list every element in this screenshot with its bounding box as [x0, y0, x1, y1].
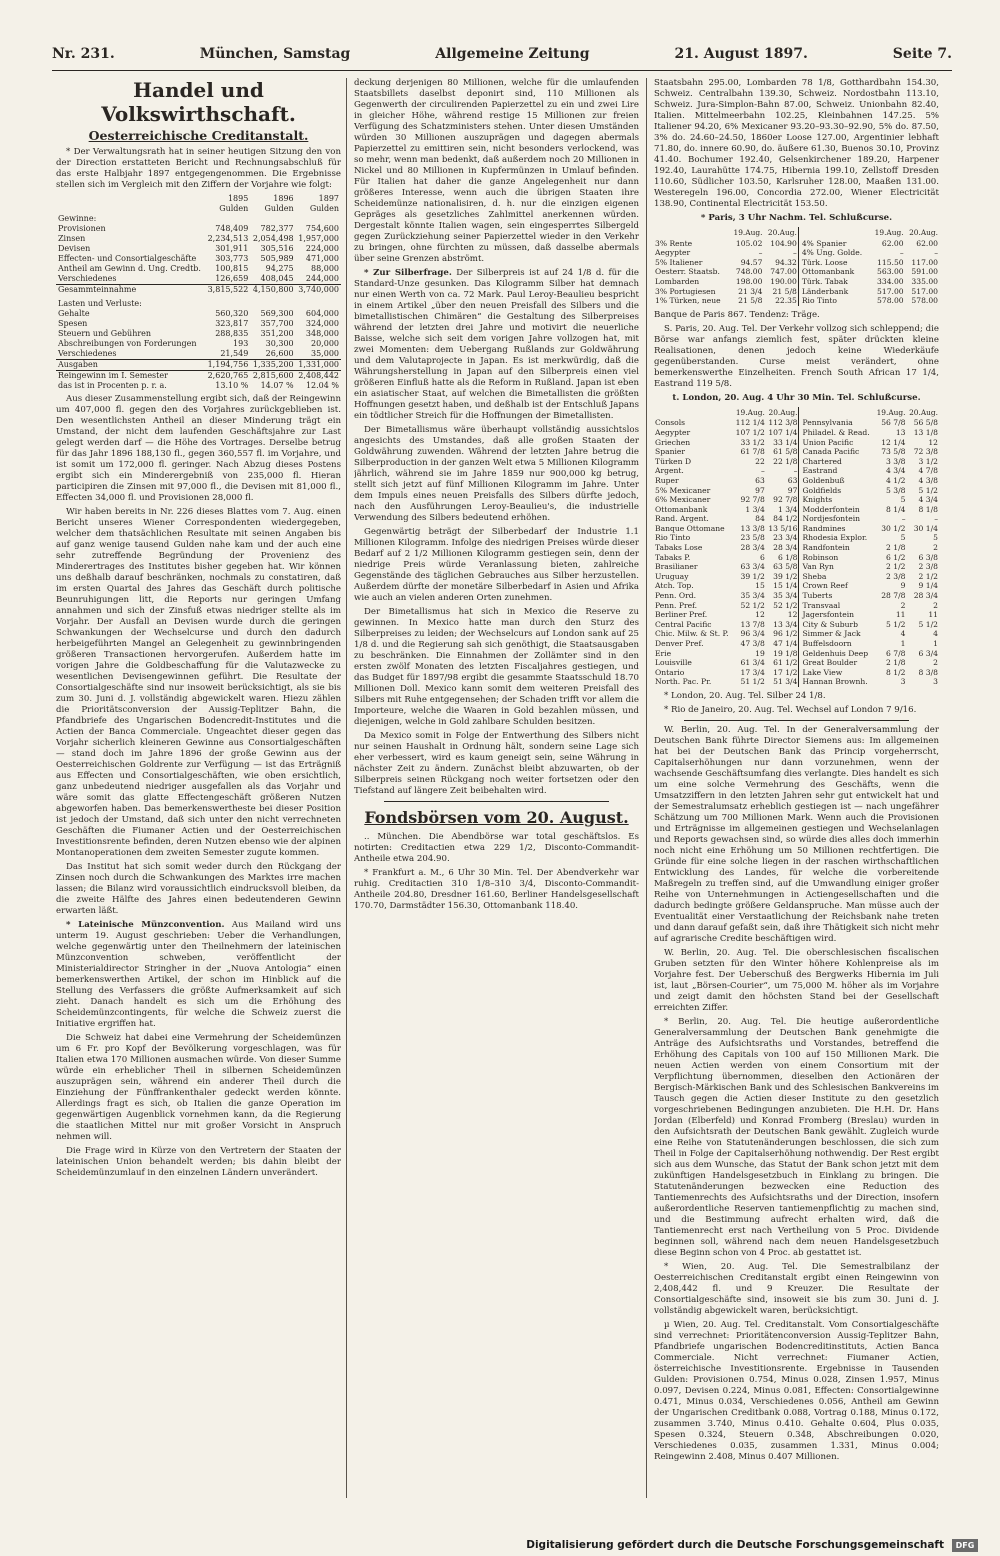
unit-label: Gulden [264, 204, 294, 213]
quote-row: Uruguay 39 1/2 39 1/2 Sheba 2 3/8 2 1/2 [655, 571, 938, 581]
quote-row: Aegypter 107 1/2 107 1/4 Philadel. & Read. 13 13 1/8 [655, 427, 938, 437]
unit-label: Gulden [309, 204, 339, 213]
table-row: Devisen 301,911 305,516 224,000 [58, 244, 339, 253]
table-row: Verschiedenes 126,659 408,045 244,000 [58, 274, 339, 283]
quote-row: Ontario 17 3/4 17 1/2 Lake View 8 1/2 8 3/8 [655, 667, 938, 677]
table-row: Zinsen 2,234,513 2,054,498 1,957,000 [58, 234, 339, 243]
column-divider [646, 78, 647, 1498]
quote-row: Banque Ottomane 13 3/8 13 5/16 Randmines 30 1/2 30 1/4 [655, 523, 938, 533]
table-row: Spesen 323,817 357,700 324,000 [58, 319, 339, 328]
report-paris-title: * Paris, 3 Uhr Nachm. Tel. Schlußcurse. [700, 213, 893, 223]
quote-row: 1% Türken, neue 21 5/8 22.35 Rio Tinto 578.00 578.00 [655, 296, 938, 306]
report-continuation: Staatsbahn 295.00, Lombarden 78 1/8, Gotthardbahn 154.30, Schweiz. Centralbahn 139.30, Schweiz. Nordostbahn 113.10, Schweiz. Jura-Simplon-Bahn 87.00, Schweiz. Unionbahn 82.40, Italien. Mittelmeerbahn 102.25, Kleinbahnen 147.25. 5% Italiener 94.20, 6% Mexicaner 93.20–93.30–92.90, 5% do. 87.50, 3% do. 24.60–24.50, 1860er Loose 127.00, Argentinier lebhaft 71.80, do. innere 60.90, do. äußere 61.30, Buenos 30.10, Provinz 41.40. Bochumer 192.40, Gelsenkirchener 189.20, Harpener 192.40, Laurahütte 174.75, Hibernia 199.10, Zellstoff Dresden 110.60, Südlicher 103.50, Karlsruher 128.00, Maaßen 131.00. Westeregeln 196.00, Concordia 272.00, Wiener Electricität 138.90, Continental Electricität 153.50. [654, 78, 939, 209]
article-lead: * Lateinische Münzconvention. [66, 920, 225, 930]
table-row: Verschiedenes 21,549 26,600 35,000 [58, 349, 339, 358]
paris-quotes-table: 19.Aug. 20.Aug. 19.Aug. 20.Aug. 3% Rente 105.02 104.90 4% Spanier 62.00 62.00 Aegypter – – 4% Ung. Golde. – – 5% Italiener 94.57 94.32 Türk. Loose 115.50 117.00 Oesterr. Staatsb. 748.00 747.00 Ottomanbank 563.00 591.00 Lombarden 198.00 190.00 Türk. Tabak 334.00 335.00 3% Portugiesen 21 3/4 21 5/8 Länderbank 517.00 517.00 1% Türken, neue 21 5/8 22.35 Rio Tinto 578.00 578.00 [655, 228, 938, 306]
divider [384, 801, 609, 802]
table-row: Ausgaben 1,194,756 1,335,200 1,331,000 [58, 360, 339, 369]
quote-row: Aegypter – – 4% Ung. Golde. – – [655, 248, 938, 258]
article-paragraph: Wir haben bereits in Nr. 226 dieses Blattes vom 7. Aug. einen Bericht unseres Wiener Correspondenten wiedergegeben, welcher dem thatsächlichen Resultate mit seinen Angaben bis auf ganz wenige tausend Gulden nahe kam und der auch eine sehr zutreffende Begründung der Provenienz des Minderertrages des Institutes bisher gegeben hat. Wir können uns deßhalb darauf beschränken, nochmals zu constatiren, daß im ersten Quartal des Jahres das Geschäft durch politische Beunruhigungen litt, die Reports nur geringen Umfang annahmen und sich der Zinsfuß etwas niedriger stellte als im Vorjahr. Der Ausfall an Devisen wurde durch die geringen Schwankungen der Wechselcurse und durch den dadurch herbeigeführten Mangel an Gelegenheit zu gewinnbringenden größeren Transactionen hervorgerufen. Außerdem hatte im vorigen Jahre die Goldbeschaffung für die Valutazwecke zu wesentlichen Devisengewinnen geführt. Die Resultate der Consortialgeschäfte sind nur insoweit berücksichtigt, als sie bis zum 30. Juni d. J. vollständig abgewickelt waren. Hiezu zählen die Prioritätsconversion der Aussig-Teplitzer Bahn, die Pfandbriefe des Ungarischen Bodencredit-Institutes und die Actien der Banca Commerciale. Ungeachtet dieser gegen das Vorjahr sicherlich kleineren Gewinne aus Consortialgeschäften — stand doch im Jahre 1896 der große Gewinn aus der Oesterreichischen Goldrente zur Verfügung — ist das Erträgniß aus Effecten und Consortialgeschäften, wie oben ersichtlich, ganz unbedeutend niedriger ausgefallen als das Vorjahr und wäre somit das glatte Effectengeschäft größeren Nutzen abgeworfen haben. Das bemerkenswertheste bei dieser Position ist jedoch der Umstand, daß sich unter den nicht verrechneten Geschäften die Fiumaner Actien und der Oesterreichischen Investitionsrente befinden, deren Nutzen ebenso wie der alpinen Montanoperationen dem zweiten Semester zugute kommen. [56, 507, 341, 858]
report-berlin: * Berlin, 20. Aug. Tel. Die heutige außerordentliche Generalversammlung der Deutschen Bank genehmigte die Anträge des Aufsichtsraths und Vorstandes, betreffend die Erhöhung des Capitals von 100 auf 150 Millionen Mark. Die neuen Actien werden von einem Consortium mit der Verpflichtung übernommen, dieselben den Actionären der Bergisch-Märkischen Bank und des Schlesischen Bankvereins im Tausch gegen die Actien dieser Institute zu den gesetzlich vorgeschriebenen Bedingungen anzubieten. Die H.H. Dr. Hans Jordan (Elberfeld) und Konrad Fromberg (Breslau) wurden in den Aufsichtsrath der Deutschen Bank gewählt. Zugleich wurde eine Reihe von Statutenänderungen beschlossen, die sich zum Theil in Folge der Capitalserhöhung nothwendig. Der Rest ergibt sich aus dem Wunsche, das Statut der Bank schon jetzt mit dem zukünftigen Handelsgesetzbuch in Einklang zu bringen. Die Statutenänderungen bezwecken eine Reduction des Tantiemenrechts des Aufsichtsraths und der Direction, insofern außerordentliche Reserven tantiemenpflichtig zu machen sind, und die Bestimmung aufrecht erhalten wird, daß die Tantiemenrecht erst nach Vertheilung von 5 Proc. Dividende beginnen soll, während nach dem neuen Handelsgesetzbuch diese Beginn schon von 4 Proc. ab gestattet ist. [654, 1016, 939, 1258]
percent-row: das ist in Procenten p. r. a. 13.10 % 14.07 % 12.04 % [58, 381, 339, 390]
table-row: Provisionen 748,409 782,377 754,600 [58, 224, 339, 233]
issue-number: Nr. 231. [52, 46, 115, 62]
report-berlin: W. Berlin, 20. Aug. Tel. Die oberschlesischen fiscalischen Gruben setzten für den Winter höhere Kohlenpreise als im Vorjahre fest. Der Ueberschuß des Bergwerks Hibernia im Juli ist, laut „Börsen-Courier“, um 75,000 M. höher als im Vorjahre und zeigt damit den höchsten Stand bei der Gesellschaft erreichten Ziffer. [654, 947, 939, 1013]
report-london-title: t. London, 20. Aug. 4 Uhr 30 Min. Tel. Schlußcurse. [672, 392, 921, 403]
quote-row: Tabaks P. 6 6 1/8 Robinson 6 1/2 6 3/8 [655, 552, 938, 562]
dfg-logo: DFG [952, 1539, 978, 1552]
quote-row: Atch. Top. 15 15 1/4 Crown Reef 9 9 1/4 [655, 581, 938, 591]
quote-row: Rand. Argent. 84 84 1/2 Nordjesfontein – – [655, 514, 938, 524]
article-silberfrage: * Zur Silberfrage. Der Silberpreis ist auf 24 1/8 d. für die Standard-Unze gesunken. Das Kilogramm Silber hat demnach nur einen Werth von ca. 72 Mark. Paul Leroy-Beaulieu bespricht in einem Artikel „über den neuen Preisfall des Silbers und die bimetallistischen Chimären“ die Gestaltung des Silberpreises während der letzten drei Jahre und motivirt die neuerliche Baisse, welche sich seit dem vorigen Jahre vollzogen hat, mit zwei Momenten: dem Uebergang Rußlands zur Goldwährung und dem Valutaprojecte in Japan. Es ist merkwürdig, daß die Währungsherstellung in Japan auf den Silberpreis einen viel größeren Einfluß hatte als die Reform in Rußland. Japan ist eben ein asiatischer Staat, auf welchen die Bimetallisten die größten Hoffnungen gesetzt haben, und deßhalb ist der Entschluß Japans ein tödtlicher Streich für die Hoffnungen der Bimetallisten. [354, 268, 639, 421]
report-london-silver: * London, 20. Aug. Tel. Silber 24 1/8. [664, 690, 826, 701]
quote-row: Ruper 63 63 Goldenbuß 4 1/2 4 3/8 [655, 475, 938, 485]
quote-row: Spanier 61 7/8 61 5/8 Canada Pacific 73 5/8 72 3/8 [655, 447, 938, 457]
quote-row: 6% Mexicaner 92 7/8 92 7/8 Knights 5 4 3/4 [655, 495, 938, 505]
page-number: Seite 7. [892, 46, 952, 62]
digitization-footer [0, 1534, 1000, 1556]
report-frankfurt: * Frankfurt a. M., 6 Uhr 30 Min. Tel. Der Abendverkehr war ruhig. Creditactien 310 1/8–310 3/4, Disconto-Commandit-Antheile 204.80, Dresdner 161.60, Berliner Handelsgesellschaft 170.70, Darmstädter 156.30, Ottomanbank 118.40. [354, 868, 639, 911]
quote-row: Denver Pref. 47 3/8 47 1/4 Buffelsdoorn 1 1 [655, 639, 938, 648]
article-paragraph: Die Frage wird in Kürze von den Vertretern der Staaten der lateinischen Union behandelt werden; bis dahin bleibt der Scheidemünzumlauf in den einzelnen Ländern unverändert. [56, 1146, 341, 1178]
quote-row: Central Pacific 13 7/8 13 3/4 City & Suburb 5 1/2 5 1/2 [655, 619, 938, 629]
quote-row: Oesterr. Staatsb. 748.00 747.00 Ottomanbank 563.00 591.00 [655, 267, 938, 277]
quote-row: 5% Italiener 94.57 94.32 Türk. Loose 115.50 117.00 [655, 257, 938, 267]
quote-row: Chic. Milw. & St. P. 96 3/4 96 1/2 Simmer & Jack 4 4 [655, 629, 938, 639]
year-header: 1896 [273, 194, 294, 203]
quote-row: Tabaks Lose 28 3/4 28 3/4 Randfontein 2 1/8 2 [655, 543, 938, 553]
column-2 [354, 78, 639, 1518]
place-day: München, Samstag [199, 46, 351, 62]
article-paragraph: Gegenwärtig beträgt der Silberbedarf der Industrie 1.1 Millionen Kilogramm. Infolge des niedrigen Preises würde dieser Bedarf auf 2 1/2 Millionen Kilogramm gestiegen sein, denn der niedrige Preis würde Veranlassung bieten, zahlreiche Gegenstände des täglichen Gebrauches aus Silber herzustellen. Außerdem dürfte der monetäre Silberbedarf in Asien und Afrika wie auch an vielen anderen Orten zunehmen. [354, 527, 639, 603]
table-row: Antheil am Gewinn d. Ung. Credtb. 100,815 94,275 88,000 [58, 264, 339, 273]
paper-title: Allgemeine Zeitung [435, 46, 590, 62]
article-paragraph: Der Bimetallismus wäre überhaupt vollständig aussichtslos angesichts des Umstandes, daß alle großen Staaten der Goldwährung zuwenden. Während der letzten Jahre betrug die Silberproduction in der ganzen Welt etwa 5 Millionen Kilogramm jährlich, während sie im Jahre 1859 nur 900,000 kg betrug, stellt sich jetzt auf fünf Millionen Kilogramm im Jahre. Unter dem Impuls eines neuen Preisfalls des Silbers dürfte jedoch, nach den Ausführungen Leroy-Beaulieu's, die industrielle Verwendung des Silbers bedeutend erhöhen. [354, 425, 639, 523]
paris-note: Banque de Paris 867. Tendenz: Träge. [654, 309, 820, 320]
results-table [56, 194, 341, 391]
article-lead: * Zur Silberfrage. [364, 268, 452, 278]
report-muenchen: .. München. Die Abendbörse war total geschäftslos. Es notirten: Creditactien etwa 229 1/2, Disconto-Commandit-Antheile etwa 204.90. [354, 832, 639, 864]
table-row: Abschreibungen von Forderungen 193 30,300 20,000 [58, 339, 339, 348]
quote-row: 3% Rente 105.02 104.90 4% Spanier 62.00 62.00 [655, 238, 938, 248]
report-rio: * Rio de Janeiro, 20. Aug. Tel. Wechsel auf London 7 9/16. [664, 704, 917, 715]
quote-row: Consols 112 1/4 112 3/8 Pennsylvania 56 7/8 56 5/8 [655, 418, 938, 428]
article-paragraph: Der Bimetallismus hat sich in Mexico die Reserve zu gewinnen. In Mexico hatte man durch den Sturz des Silberpreises zu leiden; der Wechselcurs auf London sank auf 25 1/8 d. und die Regierung sah sich genöthigt, die Staatsausgaben zu beschränken. Die Einnahmen der Zollämter sind in den ersten zwölf Monaten des letzten Fiscaljahres gestiegen, und das Budget für 1897/98 ergibt die gesammte Staatsschuld 18.70 Millionen Doll. Mexico kann somit dem weiteren Preisfall des Silbers mit Ruhe entgegensehen; der Schaden trifft vor allem die Importeure, welche die Waaren in Gold bezahlen müssen, und diejenigen, welche in Gold zahlbare Schulden besitzen. [354, 607, 639, 727]
gains-title: Gewinne: [58, 214, 97, 223]
quote-row: 5% Mexicaner 97 97 Goldfields 5 3/8 5 1/2 [655, 485, 938, 495]
report-wien: µ Wien, 20. Aug. Tel. Creditanstalt. Vom Consortialgeschäfte sind verrechnet: Prioritätenconversion Aussig-Teplitzer Bahn, Pfandbriefe ungarischen Bodencreditinstituts, Actien Banca Commerciale. Nicht verrechnet: Fiumaner Actien, österreichische Investitionsrente. Ergebnisse in Tausenden Gulden: Provisionen 0.754, Minus 0.028, Zinsen 1.957, Minus 0.097, Devisen 0.224, Minus 0.081, Effecten: Consortialgewinne 0.471, Minus 0.034, Verschiedenes 0.056, Antheil am Gewinn der Ungarischen Creditbank 0.088, Vortrag 0.188, Minus 0.172, zusammen 3.740, Minus 0.410. Gehalte 0.604, Plus 0.035, Spesen 0.324, Steuern 0.348, Abschreibungen 0.020, Verschiedenes 0.035, zusammen 1.331, Minus 0.004; Reingewinn 2.408, Minus 0.407 Millionen. [654, 1319, 939, 1462]
quote-row: Lombarden 198.00 190.00 Türk. Tabak 334.00 335.00 [655, 276, 938, 286]
year-header: 1897 [318, 194, 339, 203]
unit-row [56, 204, 341, 214]
fondsboersen-title: Fondsbörsen vom 20. August. [364, 808, 629, 827]
section-title: Handel und Volkswirthschaft. [101, 78, 296, 126]
column-1 [56, 78, 341, 1518]
quote-row: Louisville 61 3/4 61 1/2 Great Boulder 2 1/8 2 [655, 658, 938, 668]
table-row: Effecten- und Consortialgeschäfte 303,773 505,989 471,000 [58, 254, 339, 263]
table-row: Gehalte 560,320 569,300 604,000 [58, 309, 339, 318]
report-s-paris: S. Paris, 20. Aug. Tel. Der Verkehr vollzog sich schleppend; die Börse war anfangs ziemlich fest, später drückten kleine Realisationen, denen jedoch keine Wiederkäufe gegenüberstanden. Curse meist verändert, ohne bemerkenswerthe Einzelheiten. French South African 17 1/4, Eastrand 119 5/8. [654, 323, 939, 389]
page-header [52, 46, 952, 68]
quote-row: Brasilianer 63 3/4 63 5/8 Van Ryn 2 1/2 2 3/8 [655, 562, 938, 572]
quote-row: Erie 19 19 1/8 Geldenhuis Deep 6 7/8 6 3/4 [655, 648, 938, 658]
london-quotes-table: 19.Aug. 20.Aug. 19.Aug. 20.Aug. Consols 112 1/4 112 3/8 Pennsylvania 56 7/8 56 5/8 Aegypter 107 1/2 107 1/4 Philadel. & Read. 13 13 1/8 Griechen 33 1/2 33 1/4 Union Pacific 12 1/4 12 Spanier 61 7/8 61 5/8 Canada Pacific 73 5/8 72 3/8 Türken D 22 22 1/8 Chartered 3 3/8 3 1/2 Argent. – – Eastrand 4 3/4 4 7/8 Ruper 63 63 Goldenbuß 4 1/2 4 3/8 5% Mexicaner 97 97 Goldfields 5 3/8 5 1/2 6% Mexicaner 92 7/8 92 7/8 Knights 5 4 3/4 Ottomanbank 1 3/4 1 3/4 Modderfontein 8 1/4 8 1/8 Rand. Argent. 84 84 1/2 Nordjesfontein – – Banque Ottomane 13 3/8 13 5/16 Randmines 30 1/2 30 1/4 Rio Tinto 23 5/8 23 3/4 Rhodesia Explor. 5 5 Tabaks Lose 28 3/4 28 3/4 Randfontein 2 1/8 2 Tabaks P. 6 6 1/8 Robinson 6 1/2 6 3/8 Brasilianer 63 3/4 63 5/8 Van Ryn 2 1/2 2 3/8 Uruguay 39 1/2 39 1/2 Sheba 2 3/8 2 1/2 Atch. Top. 15 15 1/4 Crown Reef 9 9 1/4 Penn. Ord. 35 3/4 35 3/4 Tuberts 28 7/8 28 3/4 Penn. Pref. 52 1/2 52 1/2 Transvaal 2 2 Berliner Pref. 12 12 Jagersfontein 11 11 Central Pacific 13 7/8 13 3/4 City & Suburb 5 1/2 5 1/2 Chic. Milw. & St. P. 96 3/4 96 1/2 Simmer & Jack 4 4 Denver Pref. 47 3/8 47 1/4 Buffelsdoorn 1 1 Erie 19 19 1/8 Geldenhuis Deep 6 7/8 6 3/4 Louisville 61 3/4 61 1/2 Great Boulder 2 1/8 2 Ontario 17 3/4 17 1/2 Lake View 8 1/2 8 3/8 North. Pac. Pr. 51 1/2 51 3/4 Hannan Brownh. 3 3 [655, 407, 938, 687]
report-wien: * Wien, 20. Aug. Tel. Die Semestralbilanz der Oesterreichischen Creditanstalt ergibt einen Reingewinn von 2,408,442 fl. und 9 Kreuzer. Die Resultate der Consortialgeschäfte sind, insoweit sie bis zum 30. Juni d. J. vollständig abgewickelt waren, berücksichtigt. [654, 1261, 939, 1316]
net-profit-row: Reingewinn im I. Semester 2,620,765 2,815,600 2,408,442 [58, 371, 339, 380]
quote-row: North. Pac. Pr. 51 1/2 51 3/4 Hannan Brownh. 3 3 [655, 677, 938, 687]
year-header: 1895 [227, 194, 249, 203]
article-intro: * Der Verwaltungsrath hat in seiner heutigen Sitzung den von der Direction erstatteten Bericht und Rechnungsabschluß für das erste Halbjahr 1897 entgegengenommen. Die Ergebnisse stellen sich im Vergleich mit den Ziffern der Vorjahre wie folgt: [56, 147, 341, 190]
article-paragraph: Das Institut hat sich somit weder durch den Rückgang der Zinsen noch durch die Schwankungen des Marktes irre machen lassen; die Bilanz wird voraussichtlich eindrucksvoll bleiben, da die zweite Hälfte des Jahres einen bedeutenderen Gewinn erwarten läßt. [56, 862, 341, 916]
article-title-creditanstalt: Oesterreichische Creditanstalt. [88, 128, 309, 143]
article-continuation: deckung derjenigen 80 Millionen, welche für die umlaufenden Staatsbillets daselbst deponirt sind, 110 Millionen als Gegenwerth der circulirenden Papierzettel zu ein und zwei Lire in gleicher Höhe, während restige 15 Millionen zur freien Verfügung des Schatzministers stehen. Unter diesen Umständen würden 30 Millionen auszuprägen und dagegen abermals Papierzettel zu emittiren sein, nicht besonders verlockend, was so mehr, wenn man bedenkt, daß außerdem noch 20 Millionen in Nickel und 80 Millionen in Kupfermünzen in Umlauf befinden. Für Italien hat daher die ganze Angelegenheit nur dann größeres Interesse, wenn auch die übrigen Staaten ihre Scheidemünze nationalisiren, d. h. nur die einzigen eigenen Gepräges als gesetzliches Zahlmittel anerkennen würden. Dergestalt könnte Italien wagen, sein eingesperrtes Silbergeld gegen Zurückziehung seiner Papierzettel wieder in den Verkehr zu bringen, ohne fürchten zu müssen, daß dasselbe abermals über seine Grenzen abströmt. [354, 78, 639, 264]
quote-row: 3% Portugiesen 21 3/4 21 5/8 Länderbank 517.00 517.00 [655, 286, 938, 296]
article-paragraph: Aus dieser Zusammenstellung ergibt sich, daß der Reingewinn um 407,000 fl. gegen den des Vorjahres zurückgeblieben ist. Den wesentlichsten Antheil an dieser Minderung trägt ein Umstand, der nicht dem laufenden Geschäftsjahre zur Last gelegt werden darf — die Höhe des Vortrages. Derselbe betrug für das Jahr 1896 188,130 fl., gegen 360,557 fl. im Vorjahre, und ist somit um 172,000 fl. geringer. Nach Abzug dieses Postens ergibt sich ein Minderergebniß von 235,000 fl. Hieran participiren die Zinsen mit 97,000 fl., die Devisen mit 81,000 fl., Effecten 34,000 fl. und Provisionen 28,000 fl. [56, 394, 341, 503]
quote-row: Penn. Ord. 35 3/4 35 3/4 Tuberts 28 7/8 28 3/4 [655, 591, 938, 601]
table-row: Gesammteinnahme 3,815,522 4,150,800 3,740,000 [58, 285, 339, 294]
header-rule [52, 70, 952, 71]
article-muenzconvention: * Lateinische Münzconvention. Aus Mailand wird uns unterm 19. August geschrieben: Ueber die Verhandlungen, welche gegenwärtig unter den Theilnehmern der lateinischen Münzconvention schweben, veröffentlicht der Ministerialdirector Stringher in der „Nuova Antologia“ einen bemerkenswerthen Artikel, der schon im Hinblick auf die Stellung des Verfassers die größte Aufmerksamkeit auf sich zieht. Danach handelt es sich um die Erhöhung des Scheidemünzcontingents, für welche die Schweiz zuerst die Initiative ergriffen hat. [56, 920, 341, 1029]
divider [684, 720, 909, 721]
quote-row: Ottomanbank 1 3/4 1 3/4 Modderfontein 8 1/4 8 1/8 [655, 504, 938, 514]
column-divider [346, 78, 347, 1498]
quote-row: Berliner Pref. 12 12 Jagersfontein 11 11 [655, 610, 938, 620]
table-header-row [56, 194, 341, 204]
quote-row: Türken D 22 22 1/8 Chartered 3 3/8 3 1/2 [655, 456, 938, 466]
article-paragraph: Die Schweiz hat dabei eine Vermehrung der Scheidemünzen um 6 Fr. pro Kopf der Bevölkerung vorgeschlagen, was für Italien etwa 170 Millionen ausmachen würde. Von dieser Summe würde ein erheblicher Theil in silbernen Scheidemünzen auszuprägen sein, während ein anderer Theil durch die Einziehung der Fünffrankenthaler gedeckt werden könnte. Allerdings fragt es sich, ob Italien die ganze Operation im gegenwärtigen Augenblick vornehmen kann, da die Regierung die staatlichen Mittel nur mit großer Vorsicht in Anspruch nehmen will. [56, 1033, 341, 1142]
quote-row: Argent. – – Eastrand 4 3/4 4 7/8 [655, 466, 938, 476]
quote-row: Penn. Pref. 52 1/2 52 1/2 Transvaal 2 2 [655, 600, 938, 610]
quote-row: Griechen 33 1/2 33 1/4 Union Pacific 12 1/4 12 [655, 437, 938, 447]
issue-date: 21. August 1897. [674, 46, 808, 62]
table-row: Steuern und Gebühren 288,835 351,200 348,000 [58, 329, 339, 338]
footer-text: Digitalisierung gefördert durch die Deutsche Forschungsgemeinschaft [526, 1539, 944, 1551]
report-berlin: W. Berlin, 20. Aug. Tel. In der Generalversammlung der Deutschen Bank führte Director Siemens aus: Im allgemeinen hat bei der Deutschen Bank das Princip vorgeherrscht, Capitalserhöhungen nur dann vorzunehmen, wenn der wachsende Geschäftsumfang dies verlangte. Dies handelt es sich um eine solche Vermehrung des Geschäfts, wenn die Umsatzziffern in den letzten Jahren sehr gut entwickelt hat und der Semestralumsatz erheblich gestiegen ist — nach ungefährer Schätzung um 700 Millionen Mark. Wenn auch die Provisionen und Erträgnisse im allgemeinen gestiegen und Wechselanlagen und Reports gewachsen sind, so würde dies alles doch immerhin noch nicht eine Erhöhung um 50 Millionen rechtfertigen. Die Gründe für eine solche liegen in der raschen wirthschaftlichen Entwicklung des Landes, für welche die vorbereitende Maßregeln zu treffen sind, auf die Umwandlung einiger großer Reihe von Unternehmungen in Actiengesellschaften und die dadurch bedingte größere Geldanspruche. Man müsse auch der Eventualität einer Verstaatlichung der Reichsbank nahe treten und dann darauf gefaßt sein, daß ihre Thätigkeit sich nicht mehr auf agrarische Credite beschäftigen wird. [654, 724, 939, 944]
unit-label: Gulden [219, 204, 249, 213]
losses-title: Lasten und Verluste: [58, 299, 142, 308]
column-3 [654, 78, 939, 1518]
article-paragraph: Da Mexico somit in Folge der Entwerthung des Silbers nicht nur seinen Haushalt in Ordnung hält, sondern seine Lage sich eher verbessert, wird es kaum geneigt sein, seine Währung in nächster Zeit zu ändern. Zunächst bleibt abzuwarten, ob der Silberpreis seinen Rückgang noch weiter fortsetzen oder den Tiefstand auf längere Zeit beibehalten wird. [354, 731, 639, 796]
quote-row: Rio Tinto 23 5/8 23 3/4 Rhodesia Explor. 5 5 [655, 533, 938, 543]
